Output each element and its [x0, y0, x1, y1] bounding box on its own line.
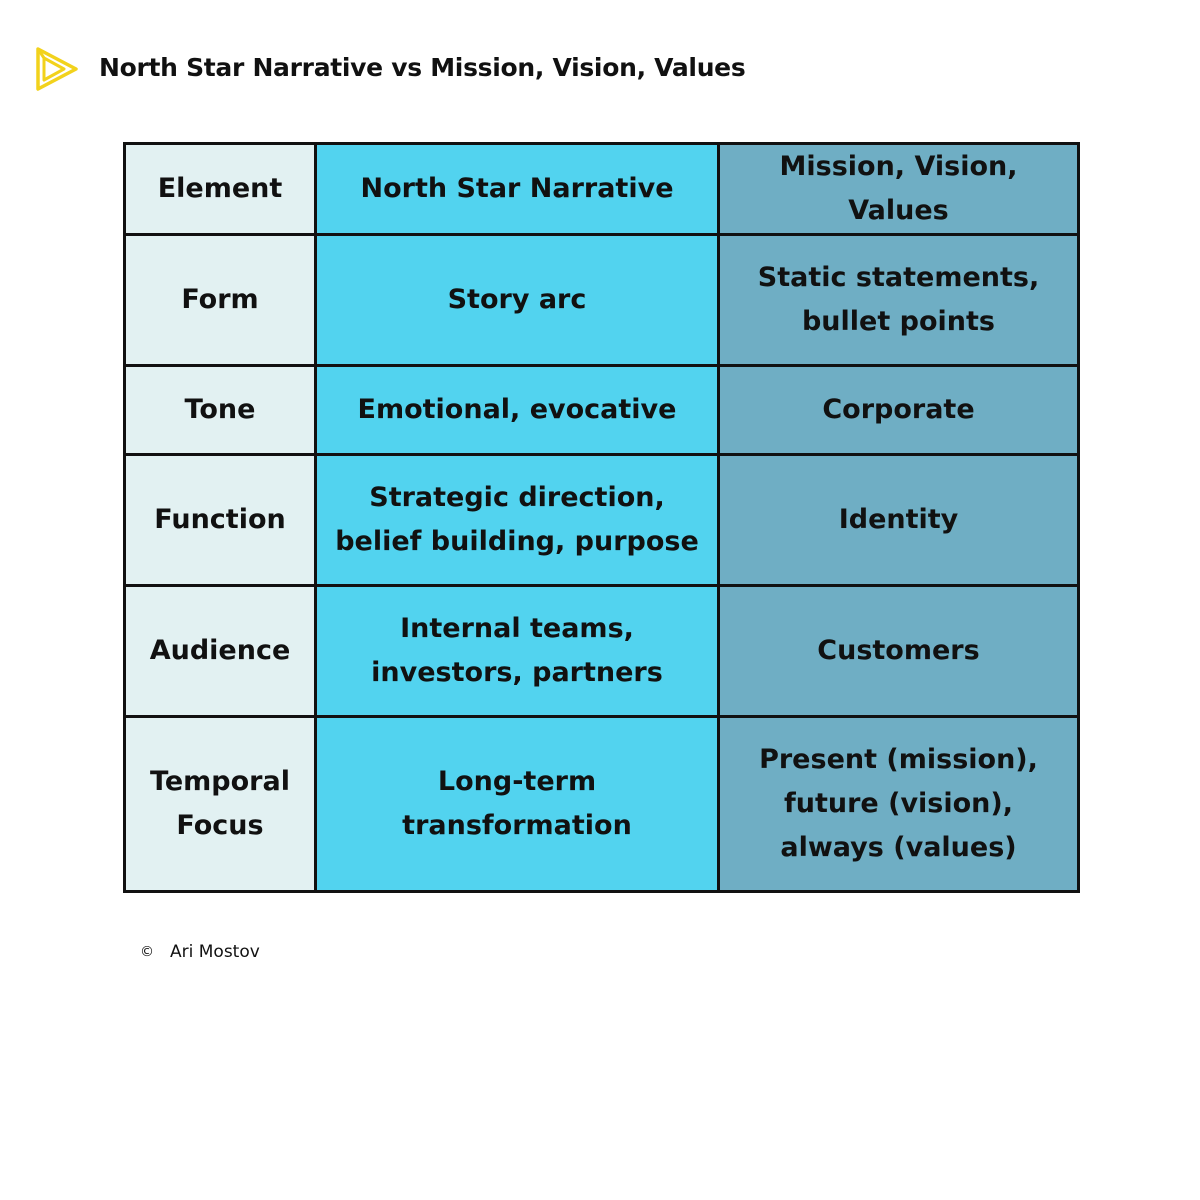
table-row	[125, 717, 1079, 892]
north-star-cell: Story arc	[316, 235, 719, 366]
page-title: North Star Narrative vs Mission, Vision, Values	[99, 53, 746, 82]
mvv-cell: Identity	[719, 455, 1079, 586]
mvv-cell: Corporate	[719, 366, 1079, 455]
author-name: Ari Mostov	[170, 942, 260, 962]
copyright-line	[140, 942, 260, 962]
row-label: Function	[125, 455, 316, 586]
table-row	[125, 366, 1079, 455]
north-star-cell: Strategic direction, belief building, purpose	[316, 455, 719, 586]
row-label: Form	[125, 235, 316, 366]
column-header-north-star: North Star Narrative	[316, 144, 719, 235]
north-star-cell: Emotional, evocative	[316, 366, 719, 455]
comparison-table	[123, 142, 1080, 893]
column-header-mvv: Mission, Vision, Values	[719, 144, 1079, 235]
mvv-cell: Static statements, bullet points	[719, 235, 1079, 366]
table-row	[125, 586, 1079, 717]
row-label: Audience	[125, 586, 316, 717]
row-label: Tone	[125, 366, 316, 455]
table-header-row	[125, 144, 1079, 235]
mvv-cell: Present (mission), future (vision), always (values)	[719, 717, 1079, 892]
row-label: Temporal Focus	[125, 717, 316, 892]
table-row	[125, 455, 1079, 586]
copyright-icon: ©	[140, 944, 154, 960]
header	[34, 44, 80, 94]
north-star-cell: Internal teams, investors, partners	[316, 586, 719, 717]
mvv-cell: Customers	[719, 586, 1079, 717]
play-triangle-icon	[34, 45, 80, 93]
table-row	[125, 235, 1079, 366]
north-star-cell: Long-term transformation	[316, 717, 719, 892]
column-header-element: Element	[125, 144, 316, 235]
